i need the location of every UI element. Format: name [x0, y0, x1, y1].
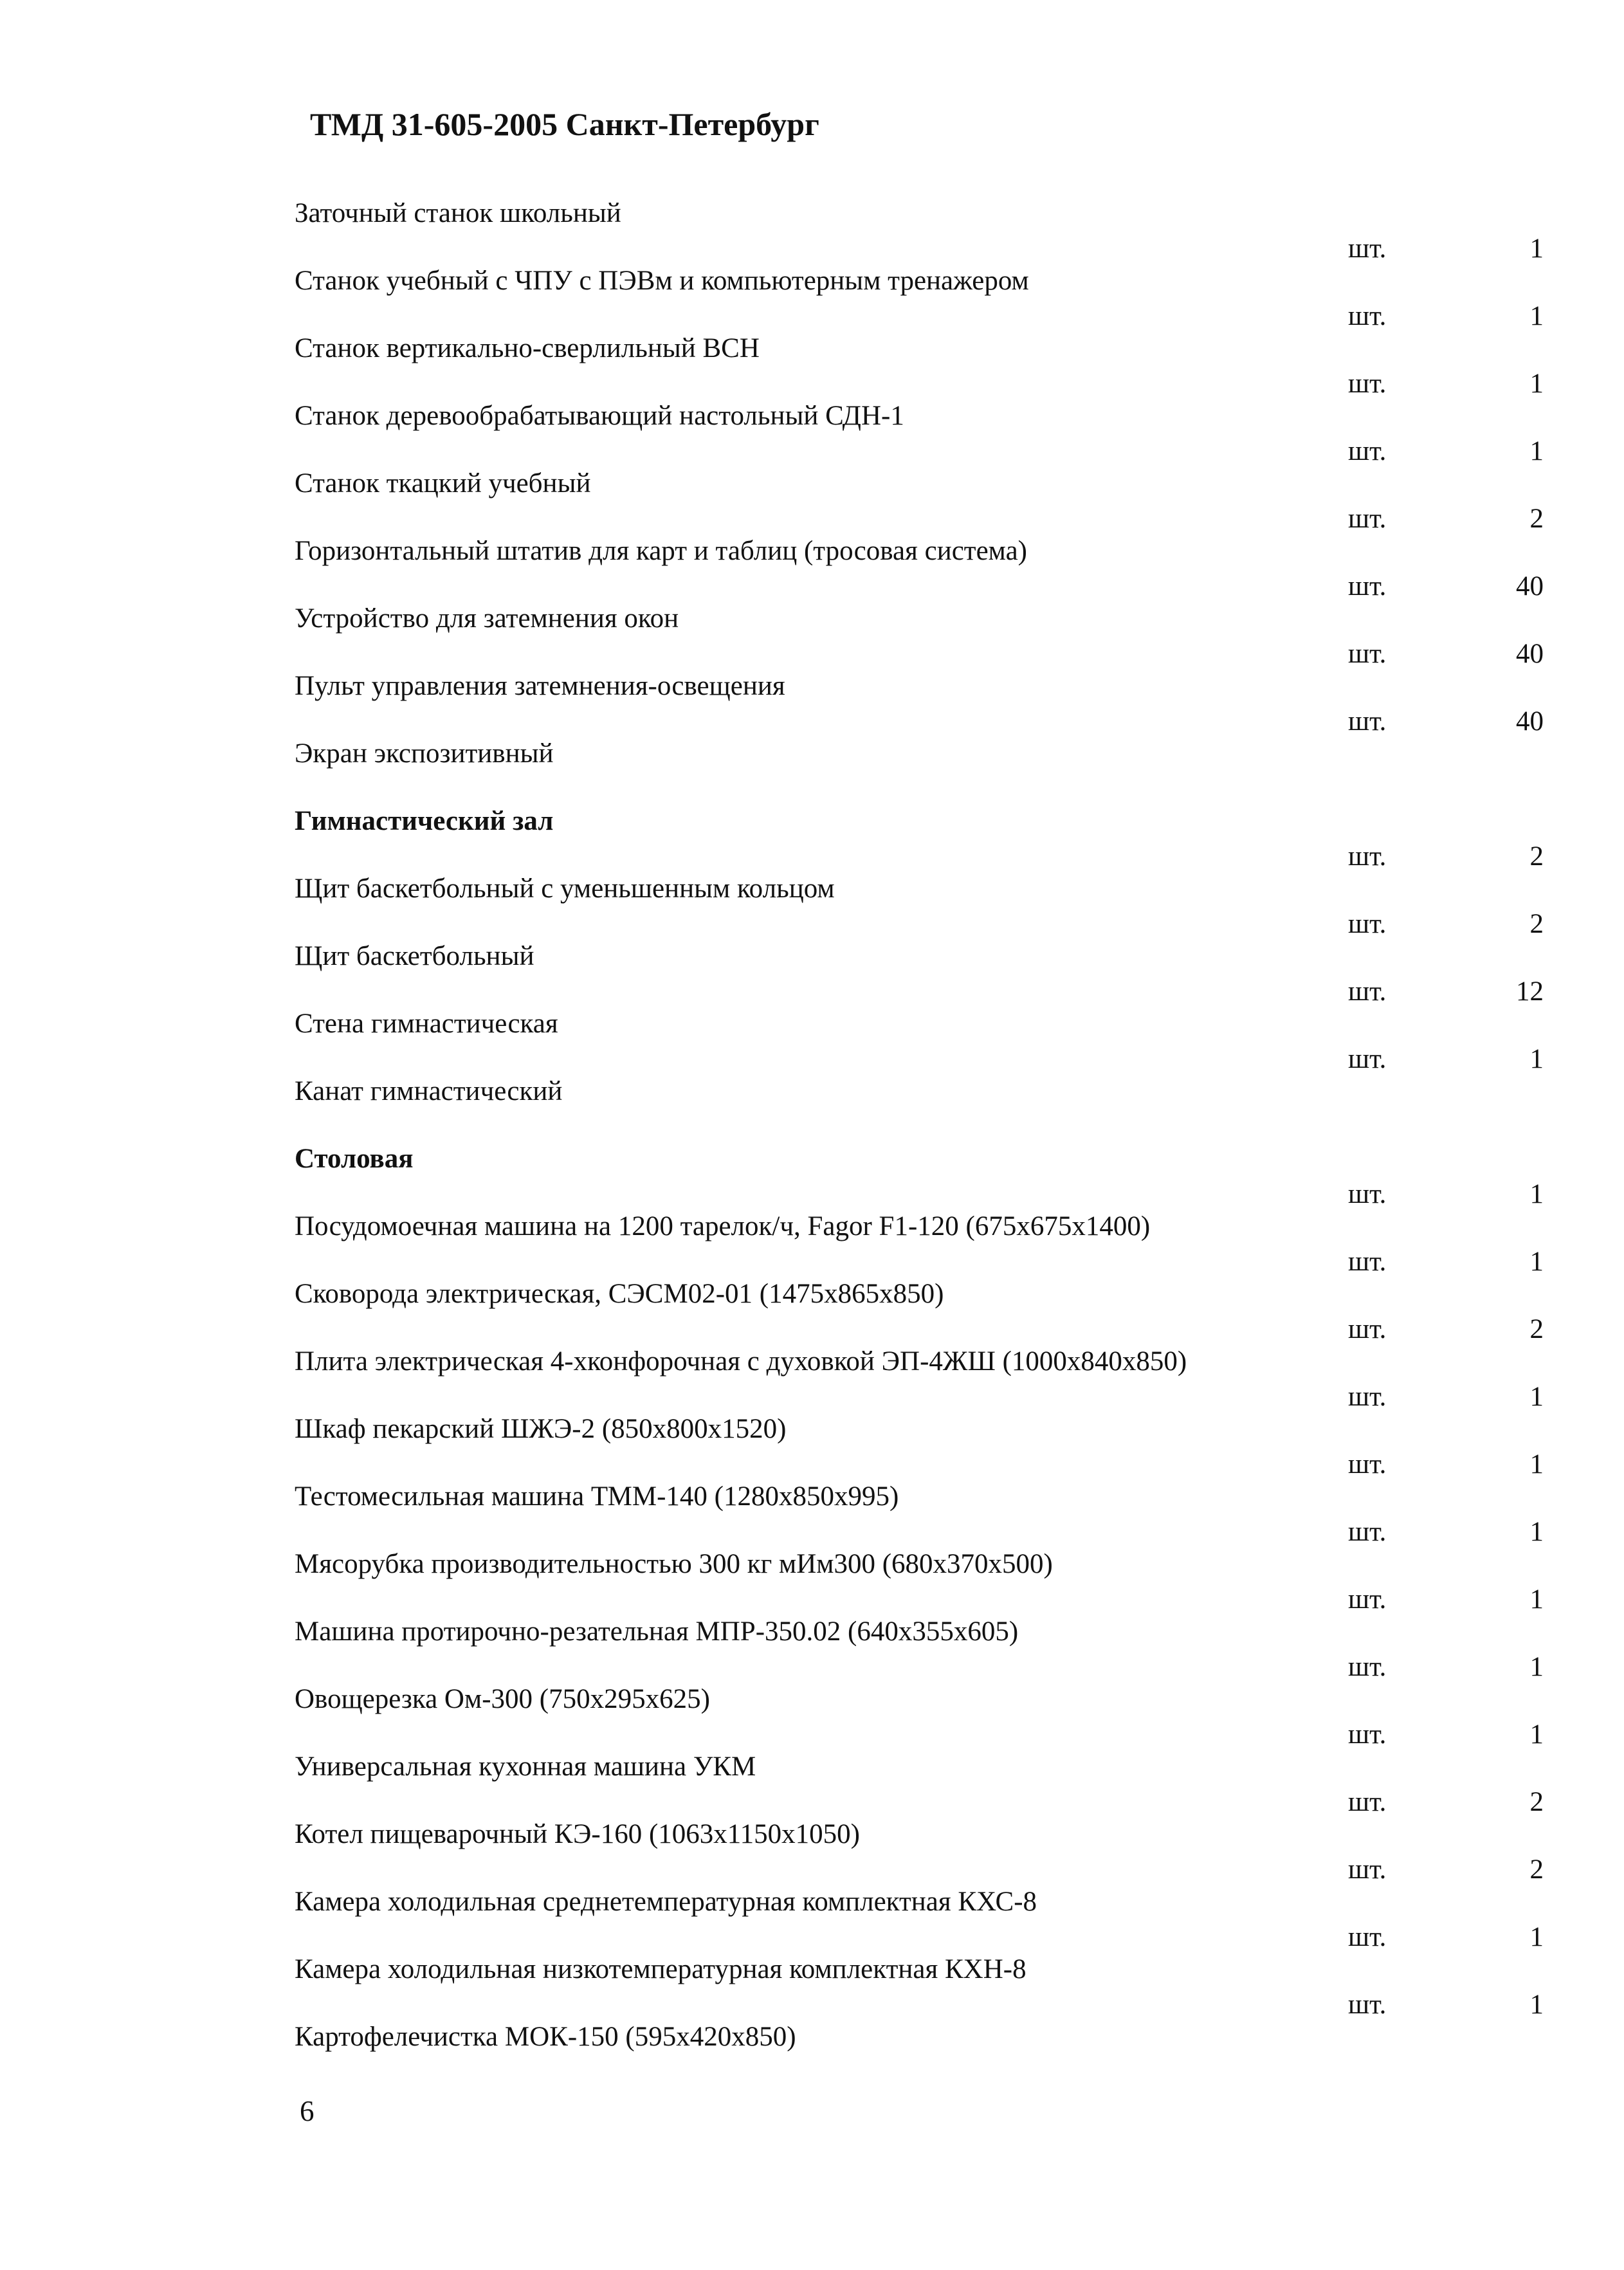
item-name: Котел пищеварочный КЭ-160 (1063x1150x1050)	[295, 1819, 860, 1849]
item-unit: шт.	[1348, 976, 1387, 1007]
item-name: Горизонтальный штатив для карт и таблиц (тросовая система)	[295, 536, 1027, 566]
item-unit: шт.	[1348, 504, 1387, 534]
item-unit: шт.	[1348, 1854, 1387, 1885]
item-quantity: 1	[1529, 1517, 1544, 1547]
item-unit: шт.	[1348, 706, 1387, 737]
item-quantity: 2	[1529, 1854, 1544, 1885]
item-name: Пульт управления затемнения-освещения	[295, 671, 785, 701]
item-quantity: 1	[1529, 301, 1544, 331]
item-unit: шт.	[1348, 1517, 1387, 1547]
item-unit: шт.	[1348, 1382, 1387, 1412]
item-unit: шт.	[1348, 1990, 1387, 2020]
item-unit: шт.	[1348, 1449, 1387, 1479]
section-heading: Гимнастический зал	[295, 806, 554, 836]
item-name: Станок вертикально-сверлильный ВСН	[295, 333, 760, 363]
item-name: Машина протирочно-резательная МПР-350.02 (640x355x605)	[295, 1616, 1019, 1647]
item-quantity: 1	[1529, 1584, 1544, 1615]
item-unit: шт.	[1348, 639, 1387, 669]
item-unit: шт.	[1348, 571, 1387, 601]
item-unit: шт.	[1348, 1314, 1387, 1344]
item-quantity: 1	[1529, 1449, 1544, 1479]
item-quantity: 40	[1516, 571, 1544, 601]
item-quantity: 40	[1516, 706, 1544, 737]
item-unit: шт.	[1348, 436, 1387, 466]
item-name: Мясорубка производительностью 300 кг мИм300 (680x370x500)	[295, 1549, 1053, 1579]
item-quantity: 1	[1529, 1179, 1544, 1209]
item-unit: шт.	[1348, 909, 1387, 939]
item-unit: шт.	[1348, 1922, 1387, 1952]
item-quantity: 1	[1529, 1247, 1544, 1277]
item-name: Универсальная кухонная машина УКМ	[295, 1752, 756, 1782]
item-name: Заточный станок школьный	[295, 198, 621, 228]
item-quantity: 40	[1516, 639, 1544, 669]
item-quantity: 1	[1529, 233, 1544, 264]
item-unit: шт.	[1348, 1044, 1387, 1074]
item-name: Станок учебный с ЧПУ с ПЭВм и компьютерным тренажером	[295, 266, 1029, 296]
item-name: Стена гимнастическая	[295, 1009, 558, 1039]
item-unit: шт.	[1348, 1584, 1387, 1615]
item-quantity: 2	[1529, 841, 1544, 872]
item-quantity: 1	[1529, 1382, 1544, 1412]
item-name: Сковорода электрическая, СЭСМ02-01 (1475x865x850)	[295, 1279, 944, 1309]
item-name: Щит баскетбольный	[295, 941, 534, 971]
item-unit: шт.	[1348, 1787, 1387, 1817]
item-quantity: 1	[1529, 1922, 1544, 1952]
item-quantity: 1	[1529, 1719, 1544, 1750]
item-name: Канат гимнастический	[295, 1076, 563, 1106]
item-quantity: 1	[1529, 1990, 1544, 2020]
item-name: Овощерезка Ом-300 (750x295x625)	[295, 1684, 710, 1714]
page-number: 6	[300, 2095, 315, 2127]
item-quantity: 2	[1529, 504, 1544, 534]
item-unit: шт.	[1348, 233, 1387, 264]
item-name: Картофелечистка МОК-150 (595x420x850)	[295, 2022, 796, 2052]
item-quantity: 1	[1529, 1044, 1544, 1074]
section-heading: Столовая	[295, 1144, 414, 1174]
item-unit: шт.	[1348, 369, 1387, 399]
item-unit: шт.	[1348, 1652, 1387, 1682]
item-quantity: 1	[1529, 369, 1544, 399]
item-unit: шт.	[1348, 1179, 1387, 1209]
item-name: Щит баскетбольный с уменьшенным кольцом	[295, 874, 835, 904]
item-quantity: 2	[1529, 909, 1544, 939]
item-unit: шт.	[1348, 301, 1387, 331]
item-name: Экран экспозитивный	[295, 738, 554, 769]
item-unit: шт.	[1348, 841, 1387, 872]
item-quantity: 2	[1529, 1314, 1544, 1344]
item-name: Камера холодильная низкотемпературная комплектная КХН-8	[295, 1954, 1026, 1984]
item-name: Камера холодильная среднетемпературная комплектная КХС-8	[295, 1887, 1037, 1917]
item-quantity: 1	[1529, 436, 1544, 466]
item-quantity: 12	[1516, 976, 1544, 1007]
page-title: ТМД 31-605-2005 Санкт-Петербург	[310, 106, 819, 142]
item-name: Станок ткацкий учебный	[295, 468, 591, 499]
item-unit: шт.	[1348, 1719, 1387, 1750]
item-unit: шт.	[1348, 1247, 1387, 1277]
item-name: Станок деревообрабатывающий настольный СДН-1	[295, 401, 904, 431]
item-name: Шкаф пекарский ШЖЭ-2 (850x800x1520)	[295, 1414, 787, 1444]
item-quantity: 2	[1529, 1787, 1544, 1817]
item-name: Плита электрическая 4-хконфорочная с духовкой ЭП-4ЖШ (1000x840x850)	[295, 1346, 1187, 1377]
item-quantity: 1	[1529, 1652, 1544, 1682]
item-name: Тестомесильная машина ТММ-140 (1280x850x995)	[295, 1481, 899, 1512]
item-name: Посудомоечная машина на 1200 тарелок/ч, Fagor F1-120 (675x675x1400)	[295, 1211, 1151, 1241]
item-name: Устройство для затемнения окон	[295, 603, 679, 634]
